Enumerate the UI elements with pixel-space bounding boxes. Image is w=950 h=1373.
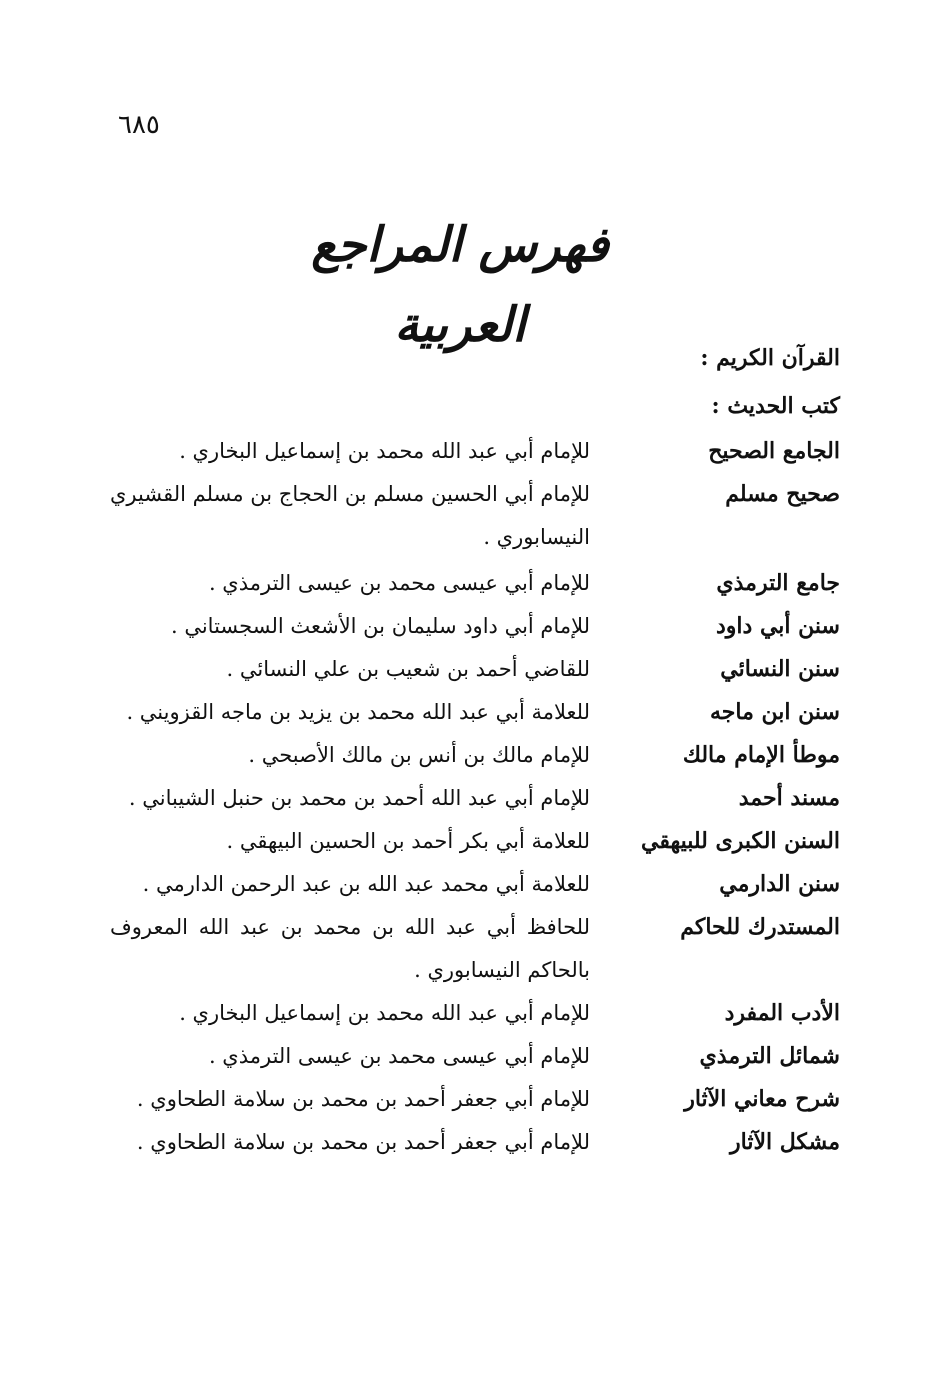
reference-title: سنن ابن ماجه	[709, 699, 840, 725]
reference-description: للإمام أبي عيسى محمد بن عيسى الترمذي .	[208, 1044, 590, 1068]
reference-entry	[90, 430, 840, 473]
reference-title: مسند أحمد	[738, 785, 840, 811]
reference-title: جامع الترمذي	[716, 570, 840, 596]
reference-entry	[90, 820, 840, 863]
reference-description: للإمام أبي عبد الله محمد بن إسماعيل البخاري .	[179, 439, 590, 463]
page-title: فهرس المراجع العربية	[311, 217, 609, 353]
section-heading-hadith-books: كتب الحديث :	[711, 393, 840, 419]
reference-title: موطأ الإمام مالك	[682, 742, 840, 768]
reference-description: للإمام أبي عبد الله أحمد بن محمد بن حنبل الشيباني .	[128, 786, 590, 810]
reference-description: للعلامة أبي بكر أحمد بن الحسين البيهقي .	[226, 829, 590, 853]
reference-entry	[90, 906, 840, 992]
reference-title: السنن الكبرى للبيهقي	[641, 828, 840, 854]
reference-description: للحافظ أبي عبد الله بن محمد بن عبد الله المعروف بالحاكم النيسابوري .	[110, 915, 590, 982]
reference-entry	[90, 777, 840, 820]
reference-title: الجامع الصحيح	[708, 438, 840, 464]
reference-description: للإمام أبي جعفر أحمد بن محمد بن سلامة الطحاوي .	[136, 1087, 590, 1111]
reference-title: سنن النسائي	[720, 656, 840, 682]
reference-title: شرح معاني الآثار	[684, 1086, 840, 1112]
section-heading-quran: القرآن الكريم :	[700, 345, 840, 371]
reference-entry	[90, 1078, 840, 1121]
reference-title: شمائل الترمذي	[699, 1043, 840, 1069]
reference-title: مشكل الآثار	[730, 1129, 840, 1155]
reference-entry	[90, 648, 840, 691]
references-list	[90, 430, 840, 1164]
reference-description: للإمام أبي الحسين مسلم بن الحجاج بن مسلم القشيري النيسابوري .	[110, 482, 590, 549]
reference-entry	[90, 1121, 840, 1164]
reference-entry	[90, 1035, 840, 1078]
reference-title: الأدب المفرد	[724, 1000, 840, 1026]
page-number: ٦٨٥	[118, 110, 160, 140]
reference-description: للقاضي أحمد بن شعيب بن علي النسائي .	[226, 657, 590, 681]
reference-description: للإمام أبي عيسى محمد بن عيسى الترمذي .	[208, 571, 590, 595]
reference-description: للإمام مالك بن أنس بن مالك الأصبحي .	[248, 743, 590, 767]
reference-entry	[90, 992, 840, 1035]
reference-entry	[90, 691, 840, 734]
reference-description: للعلامة أبي محمد عبد الله بن عبد الرحمن الدارمي .	[142, 872, 590, 896]
reference-description: للإمام أبي عبد الله محمد بن إسماعيل البخاري .	[179, 1001, 590, 1025]
reference-description: للعلامة أبي عبد الله محمد بن يزيد بن ماجه القزويني .	[126, 700, 590, 724]
reference-title: سنن أبي داود	[715, 613, 840, 639]
reference-entry	[90, 863, 840, 906]
reference-title: المستدرك للحاكم	[680, 914, 840, 940]
reference-title: صحيح مسلم	[725, 481, 840, 507]
reference-entry	[90, 562, 840, 605]
reference-entry	[90, 473, 840, 559]
reference-entry	[90, 605, 840, 648]
reference-description: للإمام أبي داود سليمان بن الأشعث السجستاني .	[170, 614, 590, 638]
reference-description: للإمام أبي جعفر أحمد بن محمد بن سلامة الطحاوي .	[136, 1130, 590, 1154]
reference-entry	[90, 734, 840, 777]
reference-title: سنن الدارمي	[719, 871, 840, 897]
